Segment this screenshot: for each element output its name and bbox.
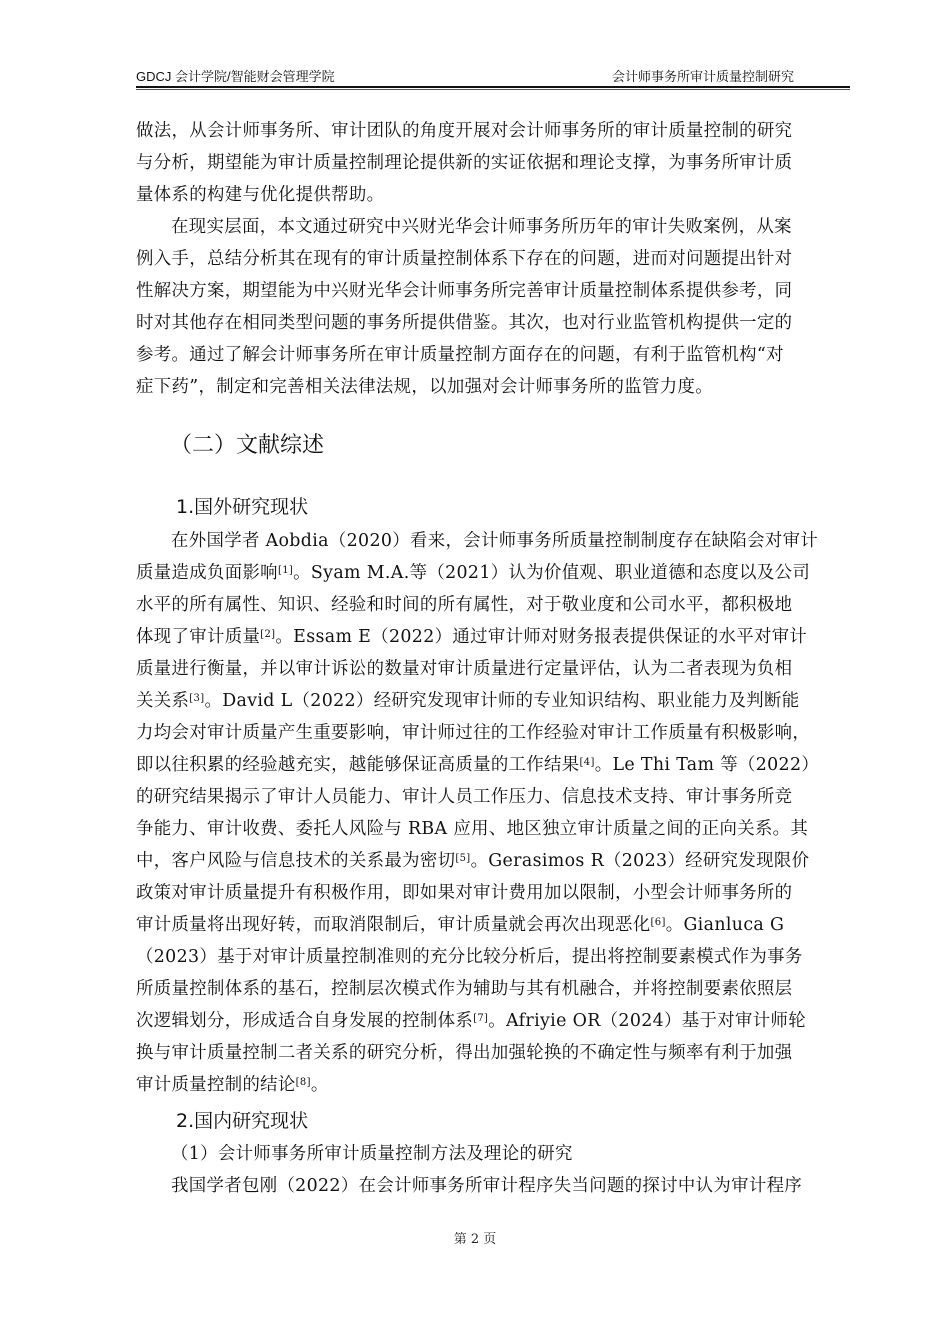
foreign-research-paragraph <box>136 525 850 1101</box>
header-left-text: GDCJ 会计学院/智能财会管理学院 <box>136 69 335 84</box>
text-line: 的研究结果揭示了审计人员能力、审计人员工作压力、信息技术支持、审计事务所竞 <box>136 787 793 807</box>
page-number: 第 2 页 <box>453 1232 497 1247</box>
text-line: 所质量控制体系的基石，控制层次模式作为辅助与其有机融合，并将控制要素依照层 <box>136 979 793 999</box>
text-line: 与分析，期望能为审计质量控制理论提供新的实证依据和理论支撑，为事务所审计质 <box>136 153 793 173</box>
text-line: 参考。通过了解会计师事务所在审计质量控制方面存在的问题，有利于监管机构“对 <box>136 345 784 365</box>
text-line: 体现了审计质量[2]。Essam E（2022）通过审计师对财务报表提供保证的水平对审计 <box>136 627 808 647</box>
text-line: 性解决方案，期望能为中兴财光华会计师事务所完善审计质量控制体系提供参考，同 <box>136 281 793 301</box>
domestic-research-paragraph <box>136 1138 850 1202</box>
text-line: 时对其他存在相同类型问题的事务所提供借鉴。其次，也对行业监管机构提供一定的 <box>136 313 793 333</box>
header-right-text: 会计师事务所审计质量控制研究 <box>611 69 794 84</box>
text-line: 量体系的构建与优化提供帮助。 <box>136 185 385 205</box>
text-line: 关关系[3]。David L（2022）经研究发现审计师的专业知识结构、职业能力及判断能 <box>136 691 800 711</box>
text-line: （2023）基于对审计质量控制准则的充分比较分析后，提出将控制要素模式作为事务 <box>136 947 803 967</box>
text-line: 换与审计质量控制二者关系的研究分析，得出加强轮换的不确定性与频率有利于加强 <box>136 1043 793 1063</box>
text-line: 我国学者包刚（2022）在会计师事务所审计程序失当问题的探讨中认为审计程序 <box>171 1176 803 1196</box>
subsection-heading-domestic: 2.国内研究现状 <box>176 1110 309 1132</box>
citation-ref[interactable]: [4] <box>579 757 595 768</box>
header-rule-thick <box>136 86 850 88</box>
text-line: 中，客户风险与信息技术的关系最为密切[5]。Gerasimos R（2023）经研究发现限价 <box>136 851 810 871</box>
text-line: 在现实层面，本文通过研究中兴财光华会计师事务所历年的审计失败案例，从案 <box>171 217 792 237</box>
citation-ref[interactable]: [1] <box>277 565 294 576</box>
text-line: 质量进行衡量，并以审计诉讼的数量对审计质量进行定量评估，认为二者表现为负相 <box>136 659 793 679</box>
practical-paragraph <box>136 211 850 403</box>
text-line: 次逻辑划分，形成适合自身发展的控制体系[7]。Afriyie OR（2024）基于对审计师轮 <box>136 1011 806 1031</box>
citation-ref[interactable]: [6] <box>650 917 666 928</box>
citation-ref[interactable]: [7] <box>473 1013 489 1024</box>
text-line: 即以往积累的经验越充实，越能够保证高质量的工作结果[4]。Le Thi Tam 等（2022） <box>136 755 820 775</box>
citation-ref[interactable]: [3] <box>189 693 205 704</box>
text-line: 例入手，总结分析其在现有的审计质量控制体系下存在的问题，进而对问题提出针对 <box>136 249 793 269</box>
text-line: 做法，从会计师事务所、审计团队的角度开展对会计师事务所的审计质量控制的研究 <box>136 121 793 141</box>
subsection-heading-foreign: 1.国外研究现状 <box>176 496 309 518</box>
text-line: 审计质量将出现好转，而取消限制后，审计质量就会再次出现恶化[6]。Gianluca G <box>136 915 785 935</box>
citation-ref[interactable]: [8] <box>295 1077 311 1088</box>
intro-paragraph <box>136 115 850 211</box>
text-line: 水平的所有属性、知识、经验和时间的所有属性，对于敬业度和公司水平，都积极地 <box>136 595 793 615</box>
text-line: 争能力、审计收费、委托人风险与 RBA 应用、地区独立审计质量之间的正向关系。其 <box>136 819 809 839</box>
numbered-item-heading: （1）会计师事务所审计质量控制方法及理论的研究 <box>171 1144 573 1164</box>
text-line: 质量造成负面影响[1]。Syam M.A.等（2021）认为价值观、职业道德和态度以及公司 <box>136 563 811 583</box>
text-line: 审计质量控制的结论[8]。 <box>136 1075 329 1095</box>
citation-ref[interactable]: [5] <box>455 853 471 864</box>
text-line: 力均会对审计质量产生重要影响，审计师过往的工作经验对审计工作质量有积极影响， <box>136 723 811 743</box>
text-line: 症下药”，制定和完善相关法律法规，以加强对会计师事务所的监管力度。 <box>136 377 713 397</box>
text-line: 政策对审计质量提升有积极作用，即如果对审计费用加以限制，小型会计师事务所的 <box>136 883 793 903</box>
section-heading-literature-review: （二）文献综述 <box>170 433 325 458</box>
text-line: 在外国学者 Aobdia（2020）看来，会计师事务所质量控制制度存在缺陷会对审计 <box>171 531 819 551</box>
citation-ref[interactable]: [2] <box>260 629 276 640</box>
header-rule-thin <box>136 89 850 90</box>
